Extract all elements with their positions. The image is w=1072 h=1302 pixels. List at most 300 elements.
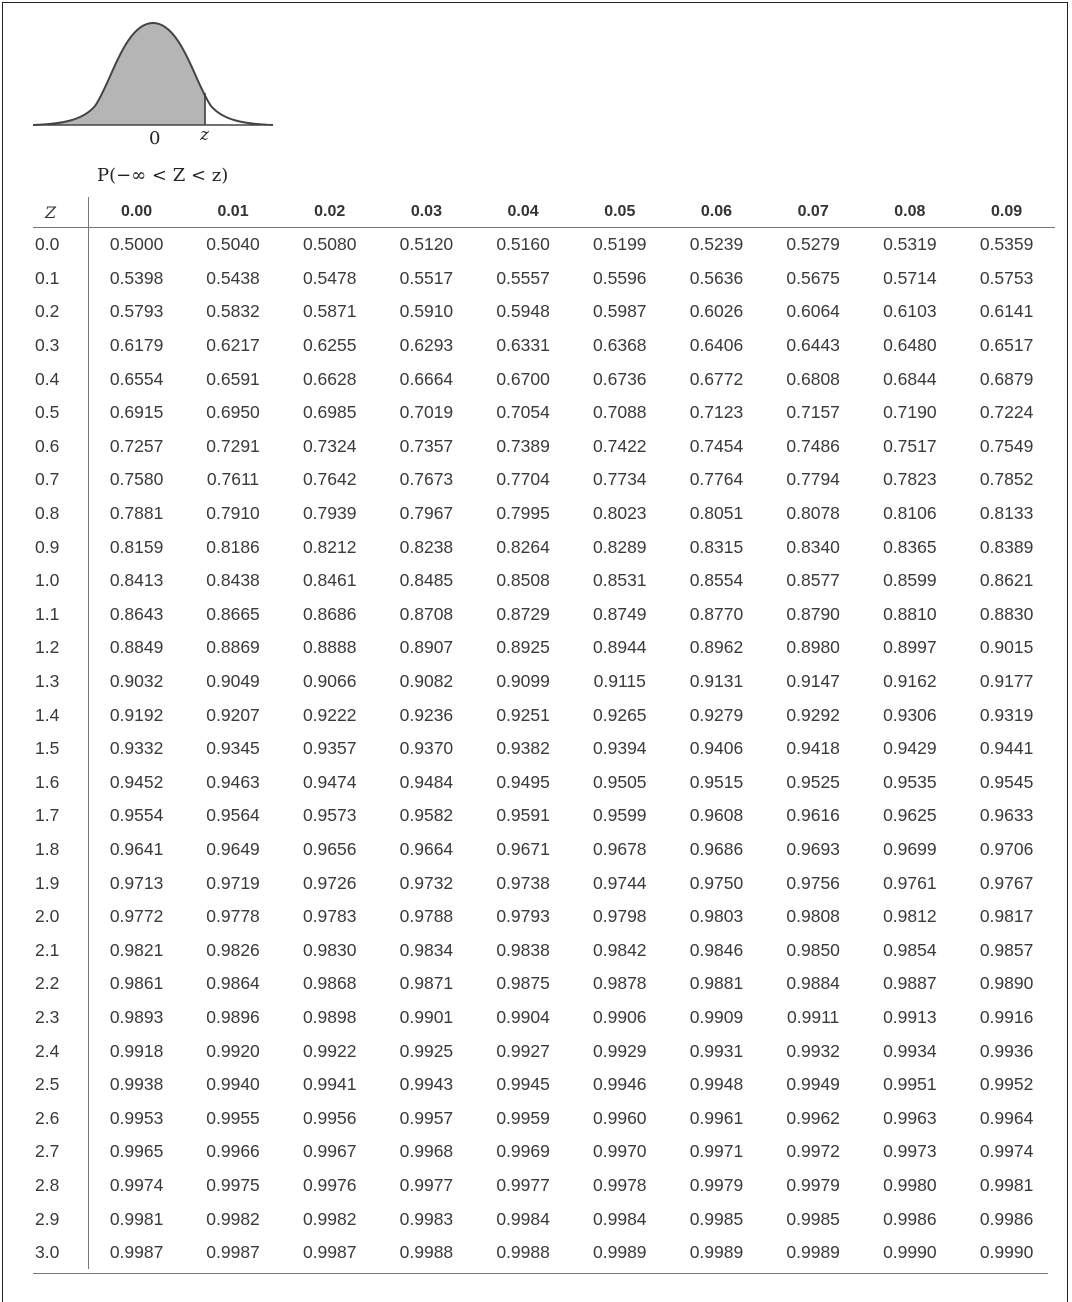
probability-cell: 0.6141 xyxy=(979,301,1034,322)
table-row xyxy=(33,866,1055,900)
probability-cell: 0.9713 xyxy=(88,866,185,900)
probability-cell: 0.8869 xyxy=(206,637,260,658)
probability-cell: 0.7324 xyxy=(302,435,357,456)
probability-cell: 0.7389 xyxy=(496,435,550,456)
probability-cell: 0.9986 xyxy=(979,1208,1034,1229)
probability-cell: 0.6406 xyxy=(689,335,744,356)
probability-cell: 0.9929 xyxy=(593,1040,647,1061)
probability-cell: 0.6736 xyxy=(593,368,647,389)
column-header: 0.02 xyxy=(281,197,378,228)
probability-cell: 0.7910 xyxy=(206,503,260,524)
probability-cell: 0.9940 xyxy=(206,1074,260,1095)
probability-cell: 0.5398 xyxy=(88,262,185,296)
table-row xyxy=(33,1001,1055,1035)
probability-cell: 0.9842 xyxy=(593,939,647,960)
probability-cell: 0.9974 xyxy=(979,1141,1034,1162)
probability-cell: 0.9974 xyxy=(88,1169,185,1203)
probability-cell: 0.9861 xyxy=(88,967,185,1001)
table-row xyxy=(33,1034,1055,1068)
probability-cell: 0.9671 xyxy=(496,838,550,859)
table-row xyxy=(33,228,1055,262)
probability-cell: 0.9986 xyxy=(883,1208,937,1229)
z-value-cell: 2.7 xyxy=(35,1141,60,1162)
column-header: 0.04 xyxy=(475,197,572,228)
probability-cell: 0.9678 xyxy=(593,838,647,859)
probability-cell: 0.9980 xyxy=(883,1174,937,1195)
probability-cell: 0.9429 xyxy=(883,738,937,759)
probability-cell: 0.8944 xyxy=(593,637,647,658)
probability-cell: 0.5319 xyxy=(883,234,937,255)
probability-cell: 0.9834 xyxy=(399,939,454,960)
probability-cell: 0.9982 xyxy=(206,1208,260,1229)
probability-cell: 0.9332 xyxy=(88,732,185,766)
probability-cell: 0.8186 xyxy=(206,536,260,557)
probability-cell: 0.9474 xyxy=(302,771,357,792)
probability-cell: 0.9878 xyxy=(593,973,647,994)
probability-cell: 0.9977 xyxy=(496,1174,550,1195)
probability-cell: 0.5910 xyxy=(399,301,454,322)
probability-cell: 0.7642 xyxy=(302,469,357,490)
probability-cell: 0.9633 xyxy=(979,805,1034,826)
table-row xyxy=(33,362,1055,396)
column-header: 0.07 xyxy=(765,197,862,228)
probability-cell: 0.9706 xyxy=(979,838,1034,859)
probability-cell: 0.6591 xyxy=(206,368,260,389)
probability-cell: 0.9941 xyxy=(302,1074,357,1095)
probability-cell: 0.9319 xyxy=(979,704,1034,725)
probability-cell: 0.9964 xyxy=(979,1107,1034,1128)
axis-zero-label: 0 xyxy=(149,128,161,149)
probability-cell: 0.9115 xyxy=(593,671,646,692)
probability-cell: 0.5793 xyxy=(88,295,185,329)
probability-cell: 0.9949 xyxy=(786,1074,840,1095)
probability-cell: 0.9962 xyxy=(786,1107,840,1128)
column-header: 0.08 xyxy=(862,197,959,228)
probability-cell: 0.9838 xyxy=(496,939,550,960)
probability-cell: 0.9916 xyxy=(979,1006,1034,1027)
probability-cell: 0.9977 xyxy=(399,1174,454,1195)
probability-cell: 0.9251 xyxy=(496,704,550,725)
probability-cell: 0.6480 xyxy=(883,335,937,356)
probability-cell: 0.9649 xyxy=(206,838,260,859)
probability-cell: 0.9265 xyxy=(593,704,647,725)
table-row xyxy=(33,497,1055,531)
probability-cell: 0.9803 xyxy=(689,906,744,927)
probability-cell: 0.9830 xyxy=(302,939,357,960)
probability-cell: 0.9990 xyxy=(883,1242,937,1263)
probability-cell: 0.8686 xyxy=(302,603,357,624)
probability-cell: 0.9554 xyxy=(88,799,185,833)
probability-cell: 0.8810 xyxy=(883,603,937,624)
probability-cell: 0.9525 xyxy=(786,771,840,792)
probability-cell: 0.5080 xyxy=(302,234,357,255)
probability-cell: 0.9192 xyxy=(88,698,185,732)
probability-cell: 0.9987 xyxy=(206,1242,260,1263)
bottom-rule xyxy=(33,1273,1048,1274)
probability-cell: 0.9382 xyxy=(496,738,550,759)
probability-cell: 0.8051 xyxy=(689,503,744,524)
probability-cell: 0.8413 xyxy=(88,564,185,598)
probability-cell: 0.5279 xyxy=(786,234,840,255)
probability-cell: 0.9952 xyxy=(979,1074,1034,1095)
table-row xyxy=(33,564,1055,598)
probability-cell: 0.9988 xyxy=(399,1242,454,1263)
probability-cell: 0.8264 xyxy=(496,536,550,557)
probability-cell: 0.6179 xyxy=(88,329,185,363)
probability-cell: 0.7549 xyxy=(979,435,1034,456)
probability-cell: 0.8643 xyxy=(88,598,185,632)
probability-cell: 0.9989 xyxy=(786,1242,840,1263)
probability-cell: 0.9082 xyxy=(399,671,454,692)
probability-cell: 0.5000 xyxy=(88,228,185,262)
probability-cell: 0.5160 xyxy=(496,234,550,255)
probability-cell: 0.9778 xyxy=(206,906,260,927)
z-value-cell: 0.9 xyxy=(35,536,60,557)
probability-cell: 0.9938 xyxy=(88,1068,185,1102)
probability-cell: 0.6950 xyxy=(206,402,260,423)
column-header: 0.03 xyxy=(378,197,475,228)
probability-cell: 0.8508 xyxy=(496,570,550,591)
z-value-cell: 1.9 xyxy=(35,872,60,893)
probability-cell: 0.7881 xyxy=(88,497,185,531)
z-value-cell: 0.2 xyxy=(35,301,60,322)
z-value-cell: 0.0 xyxy=(35,234,60,255)
probability-cell: 0.9345 xyxy=(206,738,260,759)
probability-cell: 0.8159 xyxy=(88,530,185,564)
probability-cell: 0.9989 xyxy=(689,1242,744,1263)
probability-cell: 0.8238 xyxy=(399,536,454,557)
probability-cell: 0.7054 xyxy=(496,402,550,423)
column-header: 0.00 xyxy=(88,197,185,228)
probability-cell: 0.7291 xyxy=(206,435,260,456)
probability-cell: 0.7224 xyxy=(979,402,1034,423)
z-value-cell: 0.5 xyxy=(35,402,60,423)
probability-cell: 0.9236 xyxy=(399,704,454,725)
probability-cell: 0.9984 xyxy=(496,1208,550,1229)
probability-cell: 0.8888 xyxy=(302,637,357,658)
probability-cell: 0.8962 xyxy=(689,637,744,658)
probability-cell: 0.9693 xyxy=(786,838,840,859)
header-row xyxy=(33,197,1055,228)
probability-cell: 0.9881 xyxy=(689,973,744,994)
probability-cell: 0.9985 xyxy=(786,1208,840,1229)
probability-cell: 0.9495 xyxy=(496,771,550,792)
probability-cell: 0.9732 xyxy=(399,872,454,893)
probability-cell: 0.8023 xyxy=(593,503,647,524)
probability-cell: 0.9936 xyxy=(979,1040,1034,1061)
table-row xyxy=(33,766,1055,800)
probability-cell: 0.9463 xyxy=(206,771,260,792)
probability-cell: 0.7123 xyxy=(689,402,744,423)
probability-cell: 0.9744 xyxy=(593,872,647,893)
probability-cell: 0.5871 xyxy=(302,301,357,322)
probability-cell: 0.9927 xyxy=(496,1040,550,1061)
probability-cell: 0.6628 xyxy=(302,368,357,389)
probability-cell: 0.6700 xyxy=(496,368,550,389)
probability-cell: 0.5239 xyxy=(689,234,744,255)
table-row xyxy=(33,1202,1055,1236)
probability-cell: 0.9177 xyxy=(979,671,1034,692)
z-value-cell: 2.5 xyxy=(35,1074,60,1095)
probability-cell: 0.9966 xyxy=(206,1141,260,1162)
probability-cell: 0.9909 xyxy=(689,1006,744,1027)
table-row xyxy=(33,430,1055,464)
probability-cell: 0.9641 xyxy=(88,833,185,867)
z-value-cell: 0.8 xyxy=(35,503,60,524)
probability-cell: 0.5359 xyxy=(979,234,1034,255)
probability-cell: 0.6517 xyxy=(979,335,1034,356)
probability-cell: 0.8665 xyxy=(206,603,260,624)
probability-cell: 0.9656 xyxy=(302,838,357,859)
probability-cell: 0.9767 xyxy=(979,872,1034,893)
probability-cell: 0.9969 xyxy=(496,1141,550,1162)
probability-cell: 0.8485 xyxy=(399,570,454,591)
probability-cell: 0.7157 xyxy=(786,402,840,423)
probability-cell: 0.9032 xyxy=(88,665,185,699)
probability-cell: 0.9931 xyxy=(689,1040,744,1061)
probability-cell: 0.6331 xyxy=(496,335,550,356)
z-column-header: Z xyxy=(33,197,88,228)
probability-cell: 0.7611 xyxy=(206,469,260,490)
probability-cell: 0.7454 xyxy=(689,435,744,456)
probability-cell: 0.7088 xyxy=(593,402,647,423)
probability-cell: 0.7852 xyxy=(979,469,1034,490)
table-row xyxy=(33,933,1055,967)
probability-cell: 0.9147 xyxy=(786,671,840,692)
probability-cell: 0.9394 xyxy=(593,738,647,759)
probability-cell: 0.9049 xyxy=(206,671,260,692)
probability-cell: 0.8461 xyxy=(302,570,357,591)
probability-cell: 0.9279 xyxy=(689,704,744,725)
probability-cell: 0.8708 xyxy=(399,603,454,624)
table-row xyxy=(33,967,1055,1001)
probability-cell: 0.9793 xyxy=(496,906,550,927)
probability-cell: 0.5832 xyxy=(206,301,260,322)
probability-cell: 0.9896 xyxy=(206,1006,260,1027)
probability-cell: 0.9817 xyxy=(979,906,1034,927)
z-value-cell: 1.8 xyxy=(35,838,60,859)
probability-cell: 0.9875 xyxy=(496,973,550,994)
probability-cell: 0.5040 xyxy=(206,234,260,255)
probability-cell: 0.7190 xyxy=(883,402,937,423)
page-frame xyxy=(2,2,1068,1302)
z-table xyxy=(33,197,1055,1269)
probability-cell: 0.9925 xyxy=(399,1040,454,1061)
probability-cell: 0.5478 xyxy=(302,267,357,288)
probability-cell: 0.6443 xyxy=(786,335,840,356)
z-value-cell: 2.2 xyxy=(35,973,60,994)
probability-cell: 0.8365 xyxy=(883,536,937,557)
probability-cell: 0.9887 xyxy=(883,973,937,994)
probability-cell: 0.9983 xyxy=(399,1208,454,1229)
table-row xyxy=(33,1101,1055,1135)
probability-cell: 0.8621 xyxy=(979,570,1034,591)
probability-cell: 0.8133 xyxy=(979,503,1034,524)
z-value-cell: 0.4 xyxy=(35,368,60,389)
probability-cell: 0.9957 xyxy=(399,1107,454,1128)
table-row xyxy=(33,396,1055,430)
probability-cell: 0.9719 xyxy=(206,872,260,893)
probability-cell: 0.9965 xyxy=(88,1135,185,1169)
probability-cell: 0.7257 xyxy=(88,430,185,464)
probability-cell: 0.9968 xyxy=(399,1141,454,1162)
probability-cell: 0.9890 xyxy=(979,973,1034,994)
probability-cell: 0.9990 xyxy=(979,1242,1034,1263)
probability-cell: 0.9904 xyxy=(496,1006,550,1027)
probability-cell: 0.8907 xyxy=(399,637,454,658)
probability-cell: 0.9981 xyxy=(979,1174,1034,1195)
probability-cell: 0.9535 xyxy=(883,771,937,792)
probability-cell: 0.9699 xyxy=(883,838,937,859)
table-body xyxy=(33,228,1055,1270)
probability-cell: 0.9864 xyxy=(206,973,260,994)
probability-cell: 0.6368 xyxy=(593,335,647,356)
z-value-cell: 1.5 xyxy=(35,738,60,759)
probability-cell: 0.7517 xyxy=(883,435,937,456)
probability-cell: 0.9906 xyxy=(593,1006,647,1027)
table-row xyxy=(33,665,1055,699)
probability-cell: 0.9956 xyxy=(302,1107,357,1128)
probability-cell: 0.8925 xyxy=(496,637,550,658)
probability-cell: 0.9857 xyxy=(979,939,1034,960)
probability-cell: 0.7734 xyxy=(593,469,647,490)
probability-cell: 0.9812 xyxy=(883,906,937,927)
probability-cell: 0.9545 xyxy=(979,771,1034,792)
probability-cell: 0.9987 xyxy=(302,1242,357,1263)
table-row xyxy=(33,530,1055,564)
column-header: 0.06 xyxy=(668,197,765,228)
probability-cell: 0.9898 xyxy=(302,1006,357,1027)
probability-cell: 0.9913 xyxy=(883,1006,937,1027)
probability-cell: 0.6026 xyxy=(689,301,744,322)
probability-cell: 0.9772 xyxy=(88,900,185,934)
probability-cell: 0.9686 xyxy=(689,838,744,859)
probability-cell: 0.9920 xyxy=(206,1040,260,1061)
probability-cell: 0.9985 xyxy=(689,1208,744,1229)
probability-cell: 0.9918 xyxy=(88,1034,185,1068)
probability-cell: 0.8389 xyxy=(979,536,1034,557)
probability-cell: 0.9761 xyxy=(883,872,937,893)
z-value-cell: 2.8 xyxy=(35,1174,60,1195)
probability-cell: 0.9946 xyxy=(593,1074,647,1095)
probability-cell: 0.8315 xyxy=(689,536,744,557)
probability-cell: 0.9783 xyxy=(302,906,357,927)
probability-cell: 0.9515 xyxy=(689,771,744,792)
probability-cell: 0.5557 xyxy=(496,267,550,288)
probability-cell: 0.6915 xyxy=(88,396,185,430)
probability-cell: 0.9066 xyxy=(302,671,357,692)
probability-cell: 0.9418 xyxy=(786,738,840,759)
z-value-cell: 0.3 xyxy=(35,335,60,356)
column-header: 0.09 xyxy=(958,197,1055,228)
probability-cell: 0.9979 xyxy=(689,1174,744,1195)
probability-cell: 0.8554 xyxy=(689,570,744,591)
probability-cell: 0.9788 xyxy=(399,906,454,927)
table-row xyxy=(33,1169,1055,1203)
probability-cell: 0.9960 xyxy=(593,1107,647,1128)
probability-cell: 0.9854 xyxy=(883,939,937,960)
probability-cell: 0.6217 xyxy=(206,335,260,356)
probability-cell: 0.7422 xyxy=(593,435,647,456)
z-value-cell: 1.2 xyxy=(35,637,60,658)
probability-cell: 0.9893 xyxy=(88,1001,185,1035)
probability-cell: 0.9750 xyxy=(689,872,744,893)
table-row xyxy=(33,799,1055,833)
probability-cell: 0.6808 xyxy=(786,368,840,389)
table-row xyxy=(33,1135,1055,1169)
probability-cell: 0.7580 xyxy=(88,463,185,497)
probability-cell: 0.5714 xyxy=(883,267,937,288)
probability-cell: 0.9967 xyxy=(302,1141,357,1162)
table-row xyxy=(33,1236,1055,1270)
z-value-cell: 2.6 xyxy=(35,1107,60,1128)
probability-cell: 0.9726 xyxy=(302,872,357,893)
probability-cell: 0.9934 xyxy=(883,1040,937,1061)
probability-cell: 0.8289 xyxy=(593,536,647,557)
normal-curve-figure xyxy=(33,21,273,131)
probability-cell: 0.9951 xyxy=(883,1074,937,1095)
z-value-cell: 1.0 xyxy=(35,570,60,591)
probability-cell: 0.9953 xyxy=(88,1101,185,1135)
probability-cell: 0.5753 xyxy=(979,267,1034,288)
z-value-cell: 2.9 xyxy=(35,1208,60,1229)
probability-cell: 0.9357 xyxy=(302,738,357,759)
probability-cell: 0.5636 xyxy=(689,267,744,288)
probability-cell: 0.9306 xyxy=(883,704,937,725)
z-value-cell: 2.0 xyxy=(35,906,60,927)
probability-cell: 0.5948 xyxy=(496,301,550,322)
probability-cell: 0.7967 xyxy=(399,503,454,524)
probability-cell: 0.8980 xyxy=(786,637,840,658)
probability-cell: 0.9972 xyxy=(786,1141,840,1162)
probability-label: P(−∞ < Z < z) xyxy=(97,165,229,186)
probability-cell: 0.9292 xyxy=(786,704,840,725)
shaded-area xyxy=(33,23,205,125)
probability-cell: 0.9963 xyxy=(883,1107,937,1128)
probability-cell: 0.5199 xyxy=(593,234,647,255)
probability-cell: 0.9162 xyxy=(883,671,937,692)
probability-cell: 0.9798 xyxy=(593,906,647,927)
probability-cell: 0.9616 xyxy=(786,805,840,826)
probability-cell: 0.9015 xyxy=(979,637,1034,658)
probability-cell: 0.9370 xyxy=(399,738,454,759)
z-value-cell: 1.1 xyxy=(35,603,60,624)
z-value-cell: 0.6 xyxy=(35,435,60,456)
probability-cell: 0.8340 xyxy=(786,536,840,557)
probability-cell: 0.8997 xyxy=(883,637,937,658)
table-row xyxy=(33,598,1055,632)
probability-cell: 0.6064 xyxy=(786,301,840,322)
z-value-cell: 2.1 xyxy=(35,939,60,960)
table-row xyxy=(33,329,1055,363)
probability-cell: 0.7019 xyxy=(399,402,454,423)
z-value-cell: 3.0 xyxy=(35,1242,60,1263)
probability-cell: 0.9808 xyxy=(786,906,840,927)
probability-cell: 0.9222 xyxy=(302,704,357,725)
probability-cell: 0.9664 xyxy=(399,838,454,859)
z-value-cell: 0.1 xyxy=(35,267,60,288)
probability-cell: 0.9826 xyxy=(206,939,260,960)
probability-cell: 0.6664 xyxy=(399,368,454,389)
probability-cell: 0.5596 xyxy=(593,267,647,288)
probability-cell: 0.9207 xyxy=(206,704,260,725)
probability-cell: 0.7995 xyxy=(496,503,550,524)
table-row xyxy=(33,833,1055,867)
probability-cell: 0.8770 xyxy=(689,603,744,624)
axis-z-label: z xyxy=(200,125,209,145)
probability-cell: 0.9850 xyxy=(786,939,840,960)
table-row xyxy=(33,295,1055,329)
